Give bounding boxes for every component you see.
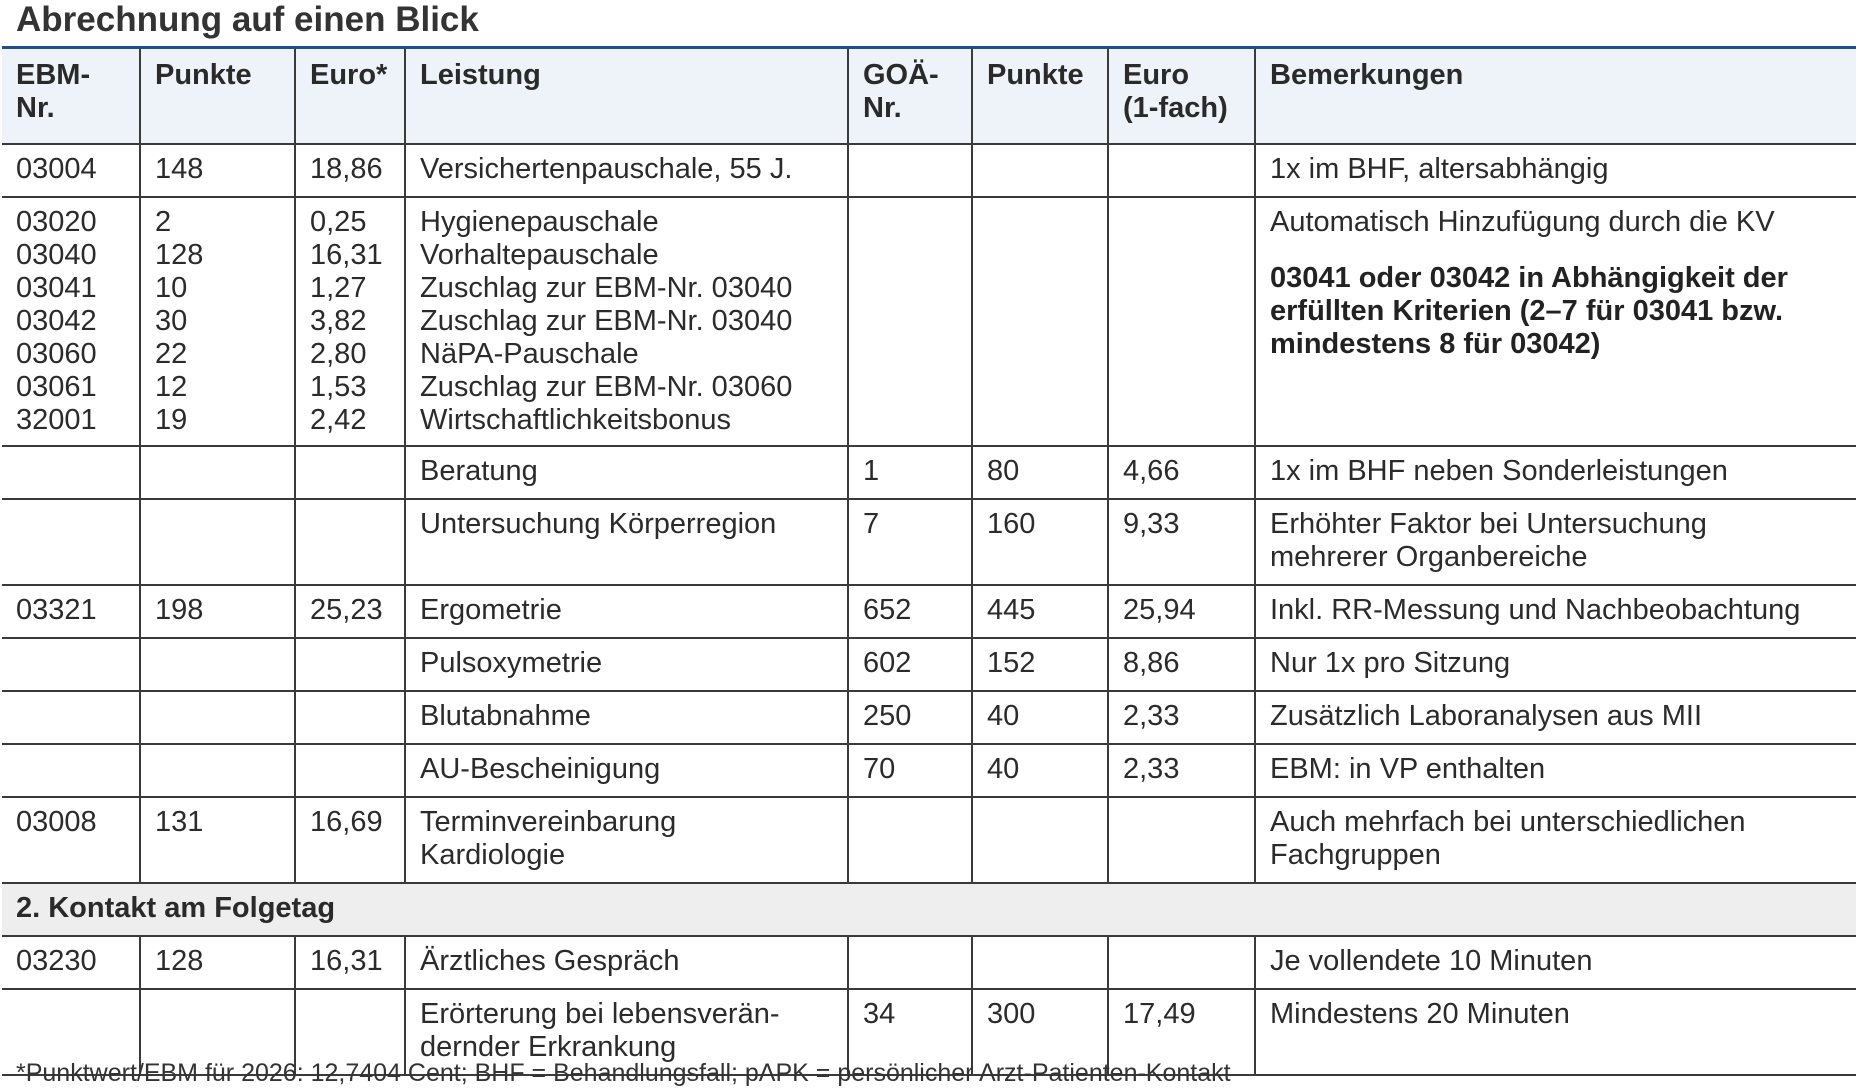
cell-goae — [848, 144, 972, 197]
cell-ebm: 03321 — [2, 585, 140, 638]
header-goae-euro: Euro (1-fach) — [1108, 48, 1255, 145]
table-row — [2, 144, 1856, 197]
cell-goae-euro: 9,33 — [1108, 499, 1255, 585]
cell-bemerkungen: Auch mehrfach bei unterschiedlichen Fachgruppen — [1255, 797, 1856, 883]
cell-goae-punkte: 40 — [972, 744, 1108, 797]
cell-goae-euro: 25,94 — [1108, 585, 1255, 638]
cell-bemerkungen: Je vollendete 10 Minuten — [1255, 936, 1856, 989]
cell-goae: 70 — [848, 744, 972, 797]
cell-ebm: 03230 — [2, 936, 140, 989]
bemerkung-bold-text: 03041 oder 03042 in Abhängigkeit der erfüllten Kriterien (2–7 für 03041 bzw. mindestens 8 für 03042) — [1270, 262, 1788, 360]
cell-euro: 18,86 — [295, 144, 405, 197]
table-row — [2, 499, 1856, 585]
cell-leistung: Hygienepauschale Vorhaltepauschale Zuschlag zur EBM-Nr. 03040 Zuschlag zur EBM-Nr. 03040 NäPA-Pauschale Zuschlag zur EBM-Nr. 03060 Wirtschaftlichkeitsbonus — [405, 197, 848, 446]
cell-leistung: Ärztliches Gespräch — [405, 936, 848, 989]
cell-leistung: Ergometrie — [405, 585, 848, 638]
table-row — [2, 936, 1856, 989]
cell-euro: 16,69 — [295, 797, 405, 883]
footnote: *Punktwert/EBM für 2026: 12,7404 Cent; BHF = Behandlungsfall; pAPK = persönlicher Arzt-Patienten-Kontakt — [16, 1059, 1231, 1087]
header-goae-punkte: Punkte — [972, 48, 1108, 145]
cell-goae-euro: 2,33 — [1108, 744, 1255, 797]
cell-goae-punkte: 152 — [972, 638, 1108, 691]
cell-bemerkungen: Mindestens 20 Minuten — [1255, 989, 1856, 1075]
table-row — [2, 797, 1856, 883]
cell-goae-euro: 4,66 — [1108, 446, 1255, 499]
cell-goae-punkte: 160 — [972, 499, 1108, 585]
cell-bemerkungen: Nur 1x pro Sitzung — [1255, 638, 1856, 691]
header-euro: Euro* — [295, 48, 405, 145]
cell-leistung: Blutabnahme — [405, 691, 848, 744]
cell-bemerkungen: 1x im BHF, altersabhängig — [1255, 144, 1856, 197]
cell-leistung: Versichertenpauschale, 55 J. — [405, 144, 848, 197]
bemerkung-text: Automatisch Hinzufügung durch die KV — [1270, 206, 1775, 238]
cell-punkte: 148 — [140, 144, 295, 197]
cell-bemerkungen: EBM: in VP enthalten — [1255, 744, 1856, 797]
cell-ebm: 03008 — [2, 797, 140, 883]
cell-punkte: 198 — [140, 585, 295, 638]
cell-goae-punkte: 445 — [972, 585, 1108, 638]
cell-punkte: 2 128 10 30 22 12 19 — [140, 197, 295, 446]
cell-goae: 1 — [848, 446, 972, 499]
table-row — [2, 744, 1856, 797]
cell-goae-punkte: 300 — [972, 989, 1108, 1075]
cell-bemerkungen: Inkl. RR-Messung und Nachbeobachtung — [1255, 585, 1856, 638]
cell-goae: 250 — [848, 691, 972, 744]
table-header-row — [2, 48, 1856, 145]
table-row — [2, 197, 1856, 446]
cell-goae-euro — [1108, 144, 1255, 197]
section-heading: 2. Kontakt am Folgetag — [2, 883, 1856, 936]
section-row — [2, 883, 1856, 936]
header-goae-nr: GOÄ- Nr. — [848, 48, 972, 145]
cell-euro: 0,25 16,31 1,27 3,82 2,80 1,53 2,42 — [295, 197, 405, 446]
cell-goae-euro: 2,33 — [1108, 691, 1255, 744]
cell-goae-euro: 8,86 — [1108, 638, 1255, 691]
cell-ebm: 03004 — [2, 144, 140, 197]
cell-punkte: 128 — [140, 936, 295, 989]
cell-leistung: Beratung — [405, 446, 848, 499]
cell-euro: 16,31 — [295, 936, 405, 989]
cell-bemerkungen: 1x im BHF neben Sonderleistungen — [1255, 446, 1856, 499]
cell-goae: 34 — [848, 989, 972, 1075]
table-row — [2, 446, 1856, 499]
cell-leistung: Erörterung bei lebensverän- dernder Erkrankung — [405, 989, 848, 1075]
cell-leistung: Untersuchung Körperregion — [405, 499, 848, 585]
cell-ebm: 03020 03040 03041 03042 03060 03061 32001 — [2, 197, 140, 446]
header-punkte: Punkte — [140, 48, 295, 145]
cell-goae-euro: 17,49 — [1108, 989, 1255, 1075]
cell-goae: 7 — [848, 499, 972, 585]
cell-goae: 602 — [848, 638, 972, 691]
cell-leistung: Terminvereinbarung Kardiologie — [405, 797, 848, 883]
cell-goae-punkte — [972, 144, 1108, 197]
cell-euro: 25,23 — [295, 585, 405, 638]
cell-goae — [848, 197, 972, 446]
header-bemerkungen: Bemerkungen — [1255, 48, 1856, 145]
table-row — [2, 691, 1856, 744]
cell-bemerkungen: Zusätzlich Laboranalysen aus MII — [1255, 691, 1856, 744]
table-row — [2, 585, 1856, 638]
billing-table — [2, 46, 1856, 1076]
cell-punkte: 131 — [140, 797, 295, 883]
cell-goae-punkte: 40 — [972, 691, 1108, 744]
cell-goae-euro — [1108, 197, 1255, 446]
page-title: Abrechnung auf einen Blick — [16, 0, 479, 39]
header-ebm-nr: EBM- Nr. — [2, 48, 140, 145]
cell-goae: 652 — [848, 585, 972, 638]
cell-bemerkungen: Erhöhter Faktor bei Untersuchung mehrerer Organbereiche — [1255, 499, 1856, 585]
cell-bemerkungen — [1255, 197, 1856, 446]
cell-goae-punkte — [972, 197, 1108, 446]
header-leistung: Leistung — [405, 48, 848, 145]
cell-leistung: Pulsoxymetrie — [405, 638, 848, 691]
cell-goae-punkte: 80 — [972, 446, 1108, 499]
table-row — [2, 638, 1856, 691]
cell-leistung: AU-Bescheinigung — [405, 744, 848, 797]
